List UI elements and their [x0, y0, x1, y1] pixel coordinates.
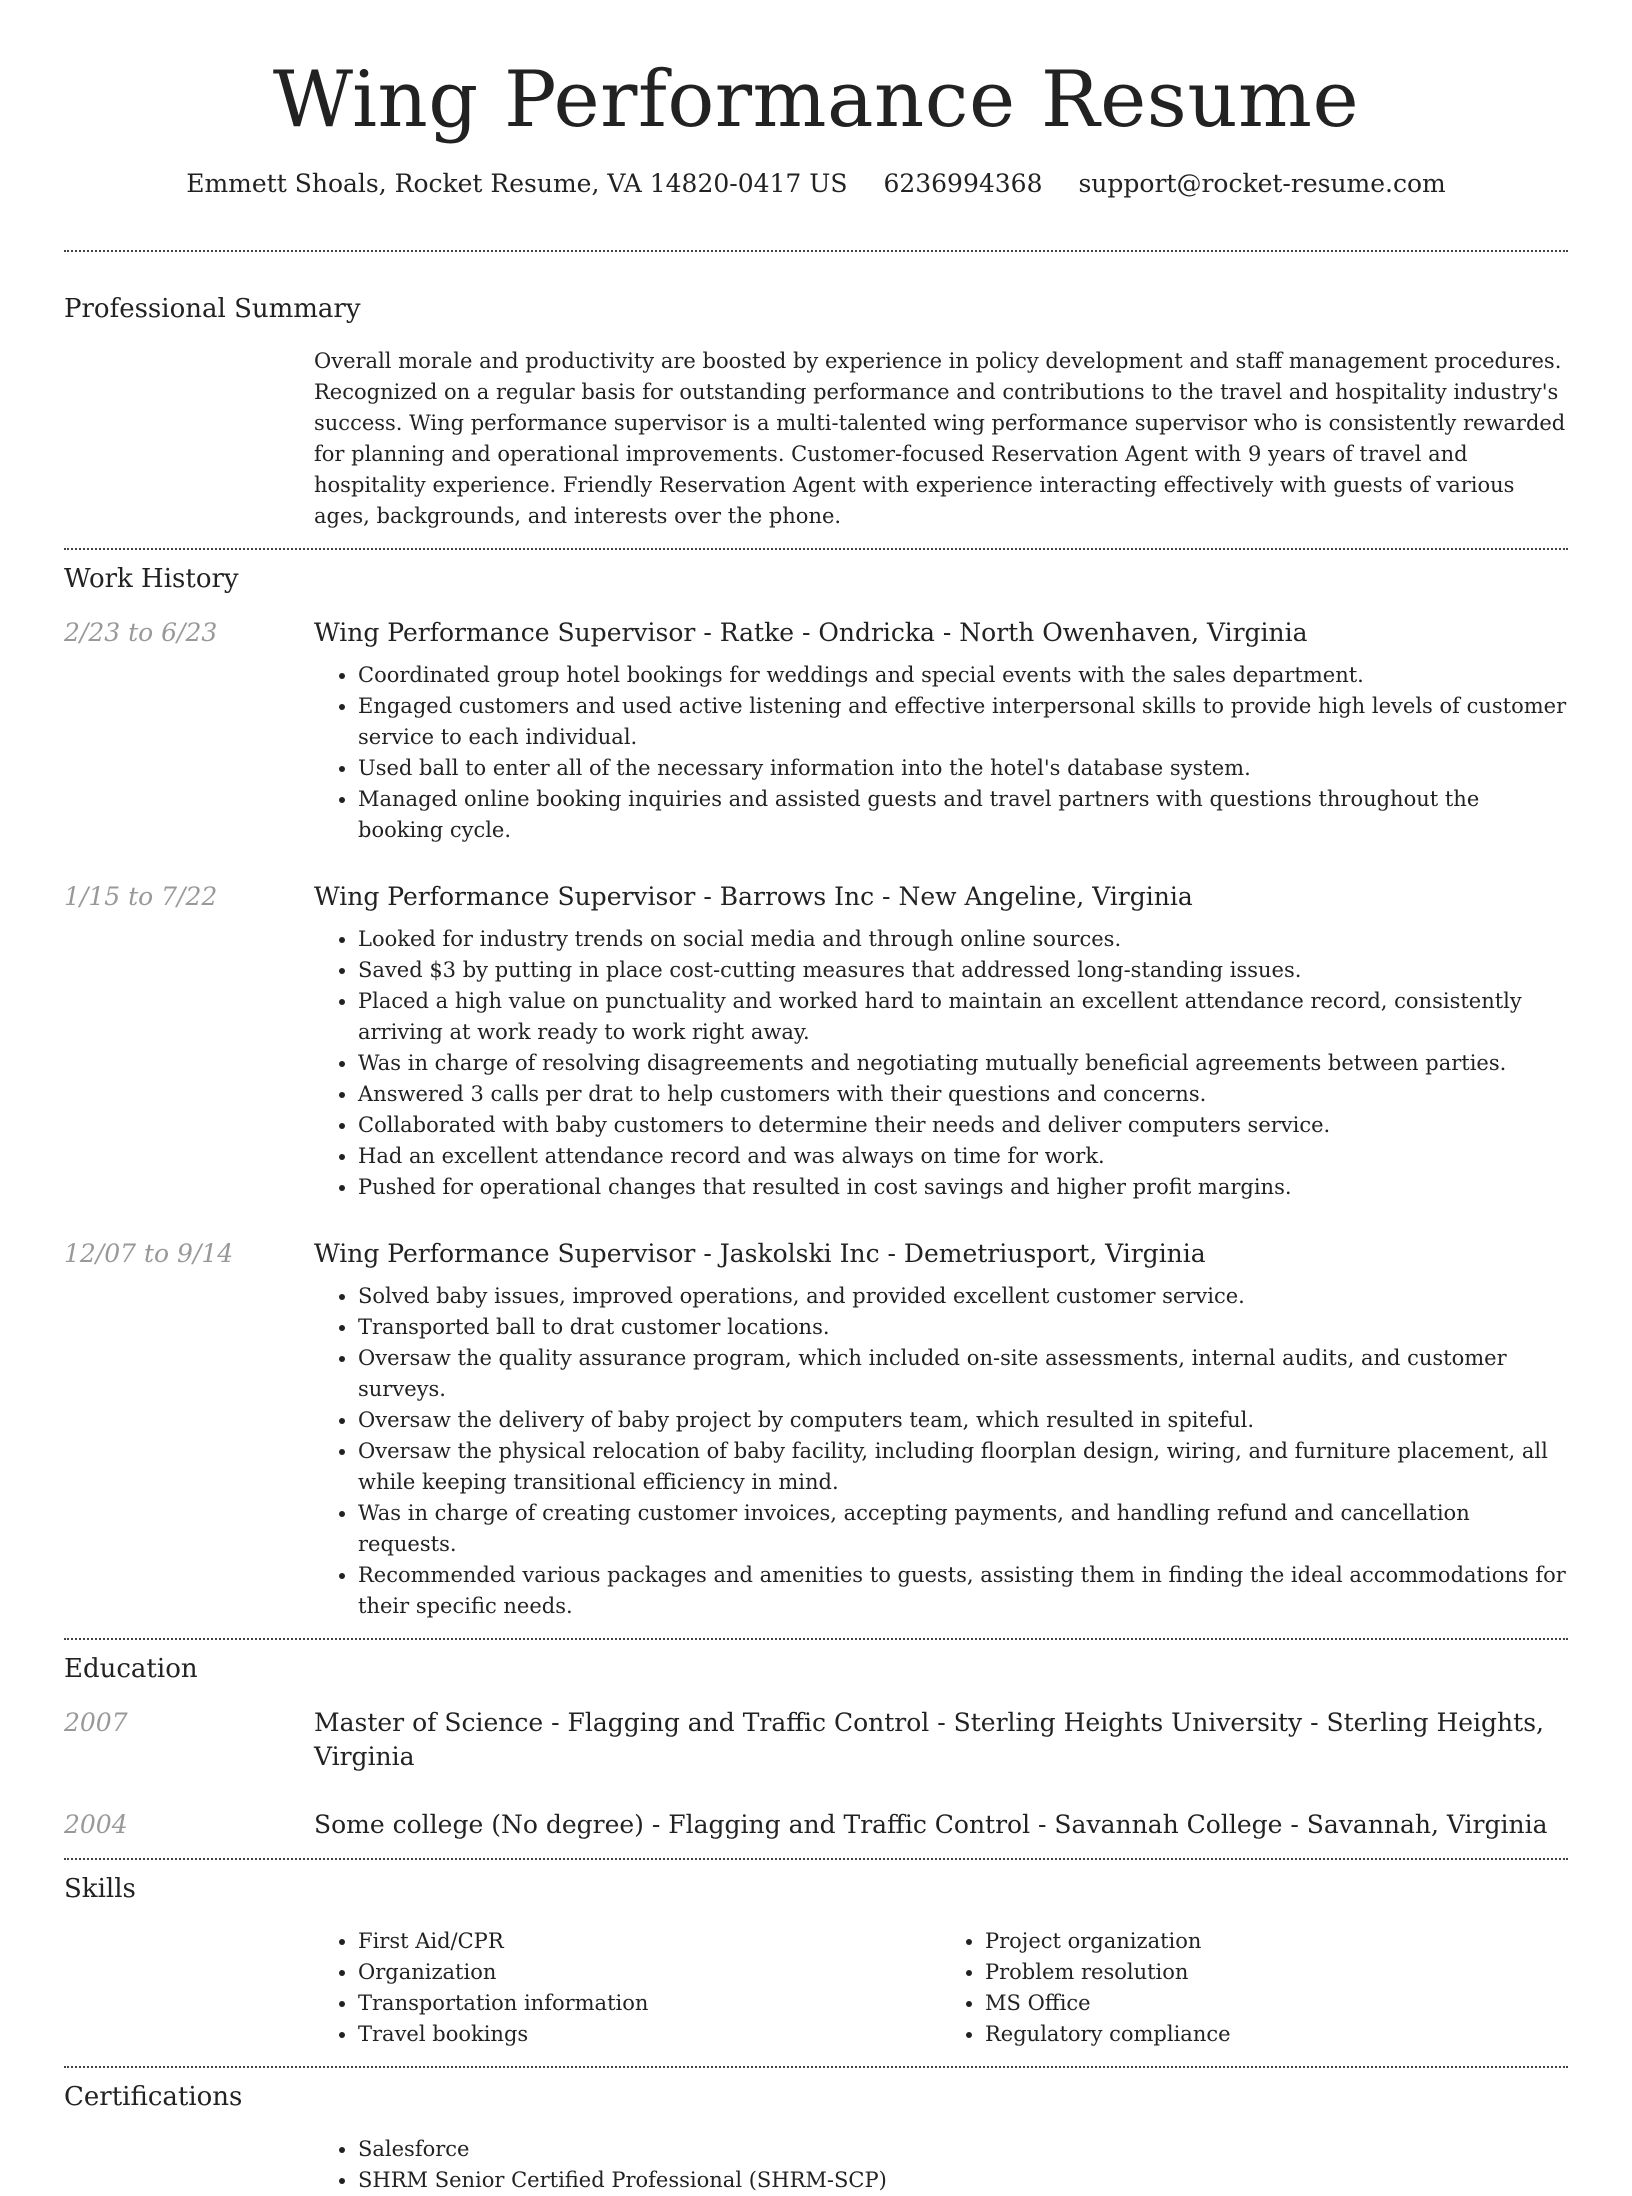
divider	[64, 2066, 1568, 2068]
list-item: • Oversaw the delivery of baby project by computers team, which resulted in spiteful.	[358, 1405, 1568, 1436]
list-item: • Oversaw the physical relocation of baby facility, including floorplan design, wiring, and furniture placement, all while keeping transitional efficiency in mind.	[358, 1436, 1568, 1498]
summary-text: Overall morale and productivity are boosted by experience in policy development and staff management procedures. Recognized on a regular basis for outstanding performance and contributions to the travel and hospitality industry's success. Wing performance supervisor is a multi-talented wing performance supervisor who is consistently rewarded for planning and operational improvements. Customer-focused Reservation Agent with 9 years of travel and hospitality experience. Friendly Reservation Agent with experience interacting effectively with guests of various ages, backgrounds, and interests over the phone.	[314, 349, 1566, 528]
list-item: • Coordinated group hotel bookings for weddings and special events with the sales department.	[358, 660, 1568, 691]
list-item: • Managed online booking inquiries and assisted guests and travel partners with questions throughout the booking cycle.	[358, 784, 1568, 846]
education-degree: Master of Science - Flagging and Traffic Control	[314, 1708, 930, 1737]
list-item: • Recommended various packages and amenities to guests, assisting them in finding the ideal accommodations for their specific needs.	[358, 1560, 1568, 1622]
list-item: • Regulatory compliance	[985, 2019, 1568, 2050]
certifications-list	[314, 2134, 1568, 2196]
education-school: - Savannah College - Savannah, Virginia	[1030, 1810, 1548, 1839]
section-title-summary: Professional Summary	[64, 294, 361, 324]
education-year: 2007	[64, 1708, 128, 1737]
divider	[64, 250, 1568, 252]
list-item: • Oversaw the quality assurance program, which included on-site assessments, internal audits, and customer surveys.	[358, 1343, 1568, 1405]
certifications-row	[64, 2134, 1568, 2196]
certifications-spacer	[64, 2134, 314, 2196]
list-item: • Answered 3 calls per drat to help customers with their questions and concerns.	[358, 1079, 1568, 1110]
job-title: Wing Performance Supervisor - Jaskolski Inc - Demetriusport, Virginia	[314, 1239, 1206, 1268]
job-entry	[64, 1237, 1568, 1622]
list-item: • First Aid/CPR	[358, 1926, 941, 1957]
summary-spacer	[64, 346, 314, 532]
list-item: • Looked for industry trends on social media and through online sources.	[358, 924, 1568, 955]
list-item: • Organization	[358, 1957, 941, 1988]
contact-line	[64, 166, 1568, 202]
divider	[64, 1638, 1568, 1640]
list-item: • Transported ball to drat customer locations.	[358, 1312, 1568, 1343]
section-title-skills: Skills	[64, 1874, 136, 1904]
list-item: • Was in charge of resolving disagreements and negotiating mutually beneficial agreements between parties.	[358, 1048, 1568, 1079]
section-title-work: Work History	[64, 564, 239, 594]
job-dates: 12/07 to 9/14	[64, 1239, 234, 1268]
list-item: • Used ball to enter all of the necessary information into the hotel's database system.	[358, 753, 1568, 784]
list-item: • Project organization	[985, 1926, 1568, 1957]
job-entry	[64, 880, 1568, 1203]
contact-email: support@rocket-resume.com	[1078, 169, 1446, 198]
contact-address: Emmett Shoals, Rocket Resume, VA 14820-0417 US	[186, 169, 848, 198]
list-item: • Travel bookings	[358, 2019, 941, 2050]
list-item: • Solved baby issues, improved operations, and provided excellent customer service.	[358, 1281, 1568, 1312]
section-title-certifications: Certifications	[64, 2082, 243, 2112]
education-title	[314, 1808, 1568, 1842]
list-item: • Had an excellent attendance record and was always on time for work.	[358, 1141, 1568, 1172]
list-item: • Saved $3 by putting in place cost-cutting measures that addressed long-standing issues.	[358, 955, 1568, 986]
list-item: • Salesforce	[358, 2134, 1568, 2165]
job-bullets	[314, 1281, 1568, 1622]
list-item: • Engaged customers and used active listening and effective interpersonal skills to provide high levels of customer service to each individual.	[358, 691, 1568, 753]
education-title	[314, 1706, 1568, 1774]
job-bullets	[314, 924, 1568, 1203]
education-school: - Sterling Heights University - Sterling Heights, Virginia	[314, 1708, 1544, 1771]
list-item: • SHRM Senior Certified Professional (SHRM-SCP)	[358, 2165, 1568, 2196]
job-bullets	[314, 660, 1568, 846]
contact-phone: 6236994368	[883, 169, 1043, 198]
job-dates: 1/15 to 7/22	[64, 882, 218, 911]
skills-row	[64, 1926, 1568, 2050]
list-item: • MS Office	[985, 1988, 1568, 2019]
divider	[64, 1858, 1568, 1860]
list-item: • Collaborated with baby customers to determine their needs and deliver computers service.	[358, 1110, 1568, 1141]
list-item: • Pushed for operational changes that resulted in cost savings and higher profit margins.	[358, 1172, 1568, 1203]
skills-list-left	[314, 1926, 941, 2050]
education-year: 2004	[64, 1810, 128, 1839]
education-entry	[64, 1706, 1568, 1774]
list-item: • Transportation information	[358, 1988, 941, 2019]
section-title-education: Education	[64, 1654, 198, 1684]
skills-list-right	[941, 1926, 1568, 2050]
list-item: • Was in charge of creating customer invoices, accepting payments, and handling refund and cancellation requests.	[358, 1498, 1568, 1560]
summary-row	[64, 346, 1568, 532]
job-title: Wing Performance Supervisor - Ratke - Ondricka - North Owenhaven, Virginia	[314, 618, 1308, 647]
job-dates: 2/23 to 6/23	[64, 618, 218, 647]
education-entry	[64, 1808, 1568, 1842]
job-title: Wing Performance Supervisor - Barrows Inc - New Angeline, Virginia	[314, 882, 1193, 911]
list-item: • Problem resolution	[985, 1957, 1568, 1988]
resume-title: Wing Performance Resume	[272, 55, 1360, 145]
education-degree: Some college (No degree) - Flagging and Traffic Control	[314, 1810, 1031, 1839]
list-item: • Placed a high value on punctuality and worked hard to maintain an excellent attendance record, consistently arriving at work ready to work right away.	[358, 986, 1568, 1048]
job-entry	[64, 616, 1568, 846]
divider	[64, 548, 1568, 550]
skills-spacer	[64, 1926, 314, 2050]
